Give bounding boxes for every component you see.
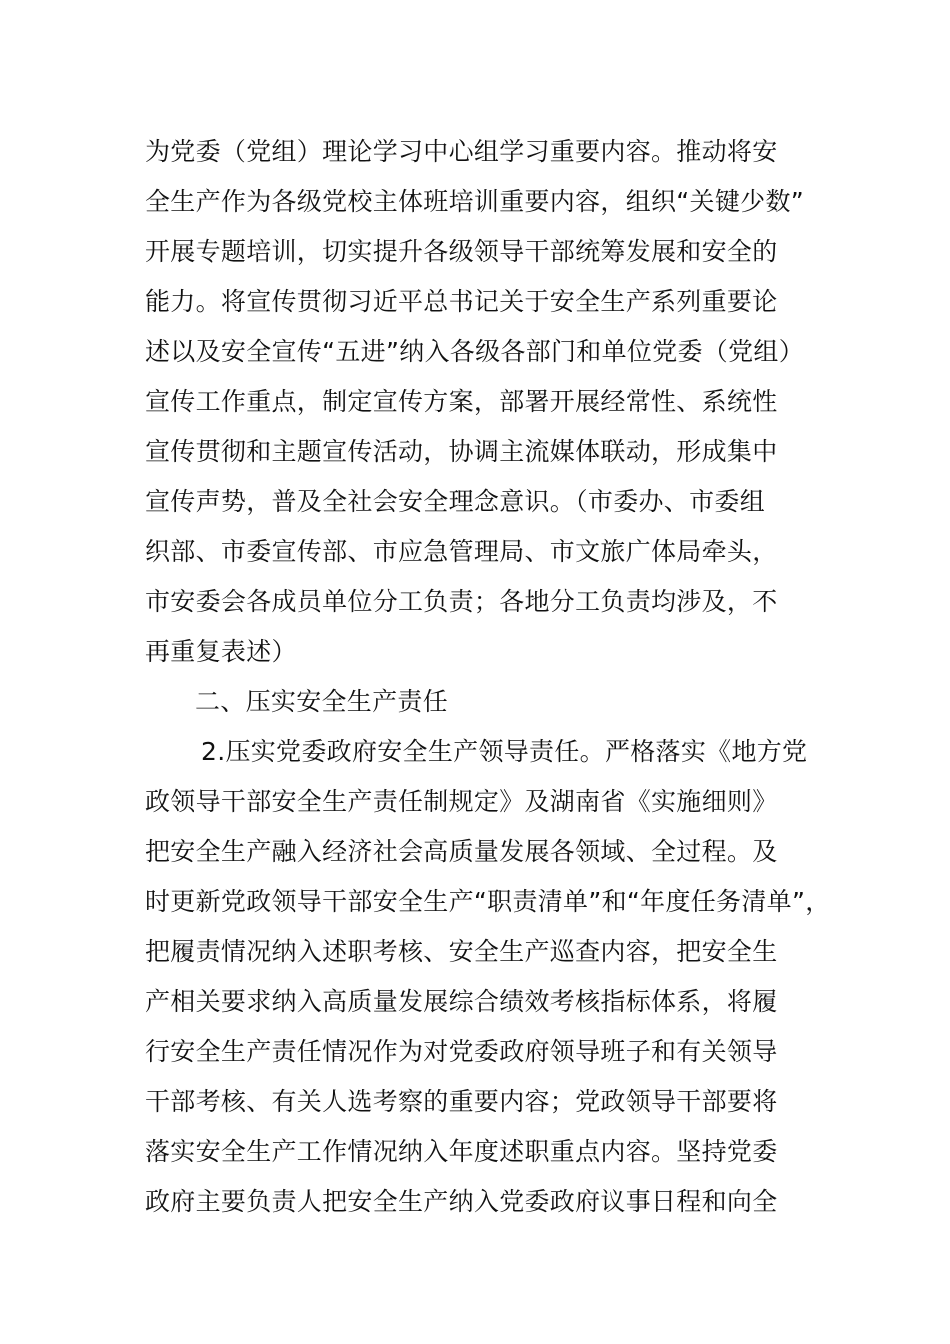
text-line: 织部、市委宣传部、市应急管理局、市文旅广体局牵头， bbox=[145, 537, 778, 566]
text-line: 述以及安全宣传“五进”纳入各级各部门和单位党委（党组） bbox=[145, 337, 805, 366]
body-text bbox=[145, 127, 845, 1227]
text-line: 市安委会各成员单位分工负责；各地分工负责均涉及，不 bbox=[145, 587, 778, 616]
text-line: 宣传贯彻和主题宣传活动，协调主流媒体联动，形成集中 bbox=[145, 437, 778, 466]
text-line: 为党委（党组）理论学习中心组学习重要内容。推动将安 bbox=[145, 137, 778, 166]
text-line: 宣传工作重点，制定宣传方案，部署开展经常性、系统性 bbox=[145, 387, 778, 416]
text-line: 政府主要负责人把安全生产纳入党委政府议事日程和向全 bbox=[145, 1187, 778, 1216]
section-heading: 二、压实安全生产责任 bbox=[195, 687, 449, 716]
text-line: 落实安全生产工作情况纳入年度述职重点内容。坚持党委 bbox=[145, 1137, 778, 1166]
text-line: 再重复表述） bbox=[145, 637, 297, 666]
text-line: 行安全生产责任情况作为对党委政府领导班子和有关领导 bbox=[145, 1037, 778, 1066]
text-line: 政领导干部安全生产责任制规定》及湖南省《实施细则》 bbox=[145, 787, 778, 816]
text-line: 能力。将宣传贯彻习近平总书记关于安全生产系列重要论 bbox=[145, 287, 778, 316]
text-line: 开展专题培训，切实提升各级领导干部统筹发展和安全的 bbox=[145, 237, 778, 266]
text-line: 时更新党政领导干部安全生产“职责清单”和“年度任务清单”， bbox=[145, 887, 831, 916]
paragraph-first-line: 2.压实党委政府安全生产领导责任。严格落实《地方党 bbox=[201, 737, 808, 766]
text-line: 全生产作为各级党校主体班培训重要内容，组织“关键少数” bbox=[145, 187, 805, 216]
text-line: 把安全生产融入经济社会高质量发展各领域、全过程。及 bbox=[145, 837, 778, 866]
text-line: 把履责情况纳入述职考核、安全生产巡查内容，把安全生 bbox=[145, 937, 778, 966]
text-line: 宣传声势，普及全社会安全理念意识。（市委办、市委组 bbox=[145, 487, 766, 516]
text-line: 干部考核、有关人选考察的重要内容；党政领导干部要将 bbox=[145, 1087, 778, 1116]
text-line: 产相关要求纳入高质量发展综合绩效考核指标体系，将履 bbox=[145, 987, 778, 1016]
